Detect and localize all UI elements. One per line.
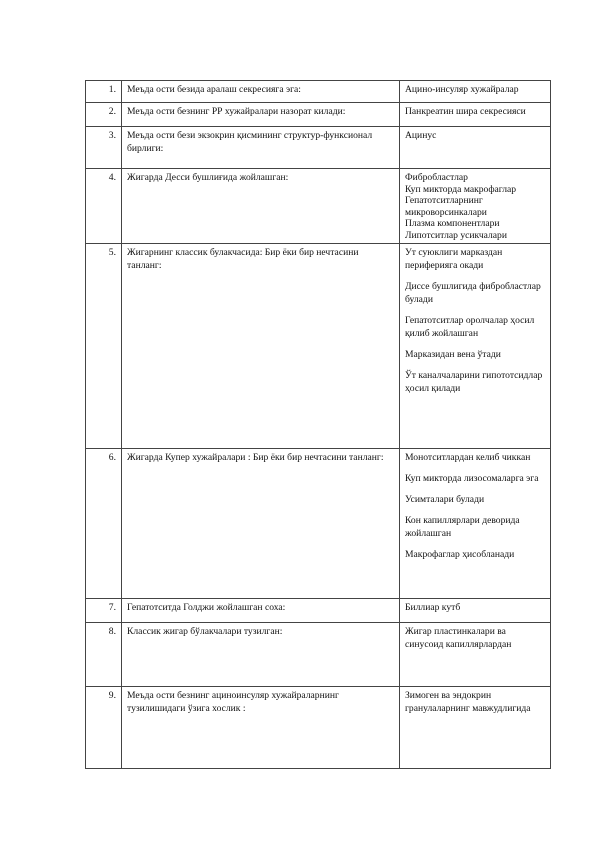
table-row (86, 623, 551, 687)
table-row (86, 169, 551, 244)
answer-cell (400, 81, 551, 103)
answer-cell (400, 599, 551, 623)
answer-cell (400, 127, 551, 169)
question-cell: Жигарнинг классик булакчасида: Бир ёки бир нечтасини танланг: (122, 244, 400, 449)
answer-text: Жигар пластинкалари ва синусоид капиллярлардан (405, 626, 512, 650)
answer-text: Биллиар кутб (405, 602, 461, 613)
question-cell: Меъда ости безнинг ациноинсуляр хужайраларнинг тузилишидаги ўзига хослик : (122, 687, 400, 769)
row-number: 4. (86, 169, 122, 244)
question-cell: Жигарда Купер хужайралари : Бир ёки бир нечтасини танланг: (122, 449, 400, 599)
answer-text: Фибробластлар (405, 172, 468, 183)
question-cell: Меъда ости бези экзокрин қисмининг структур-функсионал бирлиги: (122, 127, 400, 169)
answer-text: Гепатотситларнинг микроворсинкалари (405, 195, 487, 218)
row-number: 2. (86, 103, 122, 127)
question-cell: Жигарда Десси бушлиғида жойлашган: (122, 169, 400, 244)
question-cell: Классик жигар бўлакчалари тузилган: (122, 623, 400, 687)
answer-cell (400, 449, 551, 599)
table-row (86, 599, 551, 623)
answer-text: Усимталари булади (405, 493, 485, 505)
answer-text: Ўт каналчаларини гипототсидлар ҳосил қилади (405, 369, 543, 394)
answer-cell (400, 244, 551, 449)
question-answer-table (85, 80, 551, 769)
answer-text: Марказидан вена ўтади (405, 348, 501, 360)
answer-cell (400, 687, 551, 769)
answer-text: Макрофаглар ҳисобланади (405, 548, 515, 560)
table-row (86, 81, 551, 103)
answer-text: Панкреатин шира секресияси (405, 106, 526, 117)
answer-text: Зимоген ва эндокрин гранулаларнинг мавжудлигида (405, 690, 531, 714)
row-number: 7. (86, 599, 122, 623)
row-number: 9. (86, 687, 122, 769)
answer-text: Монотситлардан келиб чиккан (405, 452, 531, 463)
answer-cell (400, 103, 551, 127)
question-cell: Меъда ости безнинг РР хужайралари назорат килади: (122, 103, 400, 127)
table-row (86, 103, 551, 127)
table-row (86, 687, 551, 769)
answer-text: Липотситлар усикчалари (405, 229, 507, 241)
row-number: 1. (86, 81, 122, 103)
question-cell: Меъда ости безида аралаш секресияга эга: (122, 81, 400, 103)
row-number: 3. (86, 127, 122, 169)
table-row (86, 449, 551, 599)
answer-text: Ут суюклиги марказдан периферияга окади (405, 247, 503, 271)
row-number: 8. (86, 623, 122, 687)
question-cell: Гепатотситда Голджи жойлашган соха: (122, 599, 400, 623)
answer-cell (400, 623, 551, 687)
answer-text: Куп микторда лизосомаларга эга (405, 472, 539, 484)
row-number: 6. (86, 449, 122, 599)
answer-text: Кон капиллярлари деворида жойлашган (405, 514, 520, 539)
answer-text: Диссе бушлигида фибробластлар булади (405, 280, 541, 305)
answer-text: Гепатотситлар оролчалар ҳосил қилиб жойлашган (405, 314, 535, 339)
answer-cell (400, 169, 551, 244)
answer-text: Куп микторда макрофаглар (405, 183, 517, 195)
row-number: 5. (86, 244, 122, 449)
answer-text: Ацинус (405, 130, 437, 141)
table-row (86, 244, 551, 449)
table-row (86, 127, 551, 169)
answer-text: Плазма компонентлари (405, 218, 500, 229)
answer-text: Ацино-инсуляр хужайралар (405, 84, 519, 95)
